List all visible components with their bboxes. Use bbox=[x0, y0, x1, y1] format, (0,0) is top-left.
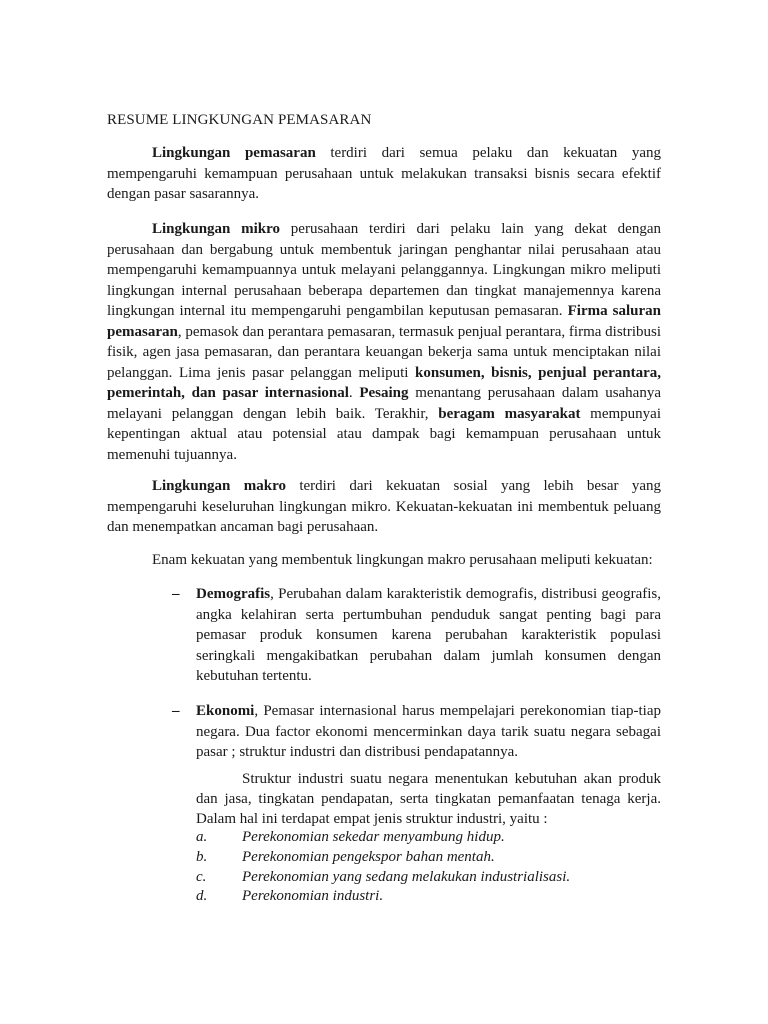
document-title: RESUME LINGKUNGAN PEMASARAN bbox=[107, 112, 372, 128]
list-item bbox=[196, 827, 505, 847]
bold-term: Lingkungan makro bbox=[152, 478, 286, 494]
paragraph-text: menantang perusahaan dalam usahanya melayani pelanggan dengan lebih baik. Terakhir, bbox=[107, 385, 661, 422]
list-marker: a. bbox=[196, 829, 208, 845]
paragraph-text: . bbox=[348, 385, 360, 401]
paragraph-text: perusahaan terdiri dari pelaku lain yang dekat dengan perusahaan dan bergabung untuk membentuk jaringan penghantar nilai perusahaan atau mempengaruhi kemampuannya untuk melayani pelanggannya. Lingkungan mikro meliputi lingkungan internal perusahaan beberapa departemen dan tingkat manajemennya karena lingkungan internal itu mempengaruhi pengambilan keputusan pemasaran. bbox=[107, 221, 661, 319]
paragraph-struktur-industri: Struktur industri suatu negara menentukan kebutuhan akan produk dan jasa, tingkatan pendapatan, serta tingkatan pemanfaatan tenaga kerja. Dalam hal ini terdapat empat jenis struktur industri, yaitu : bbox=[196, 771, 661, 827]
bold-term: konsumen, bisnis, penjual perantara, pemerintah, dan pasar internasional bbox=[107, 364, 661, 401]
list-marker: b. bbox=[196, 849, 208, 865]
bullet-text: , Pemasar internasional harus mempelajari perekonomian tiap-tiap negara. Dua factor ekonomi mencerminkan daya tarik suatu negara sebagai pasar ; struktur industri dan distribusi pendapatannya. bbox=[196, 703, 661, 760]
list-item bbox=[196, 847, 495, 867]
bold-term: Lingkungan pemasaran bbox=[152, 145, 316, 161]
paragraph-lingkungan-mikro bbox=[107, 219, 661, 465]
list-text: Perekonomian industri. bbox=[242, 888, 384, 904]
bold-term: Demografis bbox=[196, 586, 271, 602]
paragraph-text: mempunyai kepentingan aktual atau potensial atau dampak bagi kemampuan perusahaan untuk memenuhi tujuannya. bbox=[107, 405, 662, 463]
list-marker: d. bbox=[196, 888, 208, 904]
bold-term: Firma saluran pemasaran bbox=[107, 303, 661, 340]
paragraph-lingkungan-makro bbox=[107, 476, 661, 538]
paragraph-text: terdiri dari kekuatan sosial yang lebih besar yang mempengaruhi keseluruhan lingkungan mikro. Kekuatan-kekuatan ini membentuk peluang dan menempatkan ancaman bagi perusahaan. bbox=[107, 478, 661, 535]
list-item bbox=[196, 886, 383, 906]
bullet-ekonomi bbox=[196, 701, 661, 763]
bold-term: Ekonomi bbox=[196, 703, 255, 719]
paragraph-text: terdiri dari semua pelaku dan kekuatan yang mempengaruhi kemampuan perusahaan untuk melakukan transaksi bisnis secara efektif dengan pasar sasarannya. bbox=[107, 145, 662, 202]
bold-term: Lingkungan mikro bbox=[152, 221, 281, 237]
bullet-dash: – bbox=[172, 586, 180, 602]
list-text: Perekonomian pengekspor bahan mentah. bbox=[242, 849, 495, 865]
bullet-demografis bbox=[196, 584, 661, 687]
bold-term: Pesaing bbox=[359, 385, 409, 401]
paragraph-enam-kekuatan: Enam kekuatan yang membentuk lingkungan makro perusahaan meliputi kekuatan: bbox=[152, 552, 653, 568]
list-marker: c. bbox=[196, 869, 207, 885]
paragraph-text: , pemasok dan perantara pemasaran, termasuk penjual perantara, firma distribusi fisik, agen jasa pemasaran, dan perantara keuangan bekerja sama untuk menciptakan nilai pelanggan. Lima jenis pasar pelanggan meliputi bbox=[107, 323, 661, 381]
list-text: Perekonomian sekedar menyambung hidup. bbox=[242, 829, 505, 845]
bullet-text: , Perubahan dalam karakteristik demografis, distribusi geografis, angka kelahiran serta pertumbuhan penduduk sangat penting bagi para pemasar produk konsumen karena perubahan karakteristik populasi seringkali mengakibatkan perubahan dalam jumlah konsumen dengan kebutuhan tertentu. bbox=[196, 586, 661, 684]
list-text: Perekonomian yang sedang melakukan industrialisasi. bbox=[242, 869, 571, 885]
paragraph-lingkungan-pemasaran bbox=[107, 143, 661, 205]
list-item bbox=[196, 867, 570, 887]
bullet-dash: – bbox=[172, 703, 180, 719]
bold-term: beragam masyarakat bbox=[438, 405, 581, 422]
